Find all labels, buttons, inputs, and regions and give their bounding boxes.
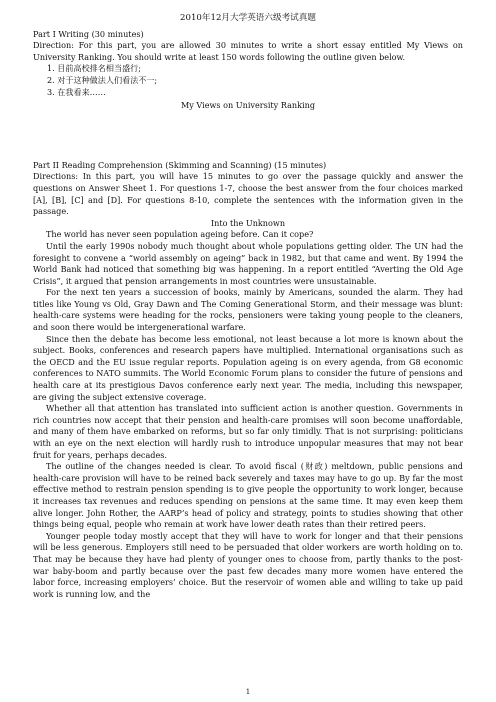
part2-heading: Part II Reading Comprehension (Skimming and Scanning) (15 minutes): [33, 159, 327, 170]
outline-item: 3. 在我看来……: [47, 86, 106, 97]
passage-paragraph: For the next ten years a succession of books, mainly by Americans, sounded the alarm. They had titles like Young vs Old, Gray Dawn and The Coming Generational Storm, and their message was blunt: health-care systems were heading for the rocks, pensioners were taking young people to the cleaners, and soon there would be intergenerational warfare.: [33, 287, 463, 333]
passage-title: Into the Unknown: [210, 217, 286, 228]
passage-paragraph: Younger people today mostly accept that they will have to work for longer and that their pensions will be less generous. Employers still need to be persuaded that older workers are worth holding on to. That may be because they have had plenty of younger ones to choose from, partly thanks to the post-war baby-boom and partly because over the past few decades many more women have entered the labor force, increasing employers’ choice. But the reservoir of women able and willing to take up paid work is running low, and the: [33, 530, 463, 599]
part1-directions: Direction: For this part, you are allowed 30 minutes to write a short essay entitled My Views on University Ranking. You should write at least 150 words following the outline given below.: [33, 40, 463, 62]
essay-title: My Views on University Ranking: [180, 100, 316, 111]
passage-paragraph: Whether all that attention has translated into sufficient action is another question. Governments in rich countries now accept that their pension and health-care promises will soon become unaffordable, and many of them have embarked on reforms, but so far only timidly. That is not surprising: politicians with an eye on the next election will hardly rush to introduce unpopular measures that may not bear fruit for years, perhaps decades.: [33, 403, 463, 460]
outline-item: 2. 对于这种做法人们看法不一;: [47, 74, 158, 85]
page-number: 1: [245, 688, 251, 696]
part1-heading: Part I Writing (30 minutes): [33, 28, 144, 39]
passage-paragraph: The outline of the changes needed is clear. To avoid fiscal (财政) meltdown, public pensions and health-care provision will have to be reined back severely and taxes may have to go up. By far the most effective method to restrain pension spending is to give people the opportunity to work longer, because it increases tax revenues and reduces spending on pensions at the same time. It may even keep them alive longer. John Rother, the AARP’s head of policy and strategy, points to studies showing that other things being equal, people who remain at work have lower death rates than their retired peers.: [33, 461, 463, 530]
part2-directions: Directions: In this part, you will have 15 minutes to go over the passage quickly and answer the questions on Answer Sheet 1. For questions 1-7, choose the best answer from the four choices marked [A], [B], [C] and [D]. For questions 8-10, complete the sentences with the information given in the passage.: [33, 171, 463, 217]
document-title: 2010年12月大学英语六级考试真题: [180, 13, 316, 23]
essay-outline: [33, 63, 463, 98]
outline-item: 1. 目前高校排名相当盛行;: [47, 63, 141, 74]
passage-paragraph: The world has never seen population ageing before. Can it cope?: [45, 229, 314, 240]
writing-space: [33, 112, 463, 160]
passage-paragraph: Since then the debate has become less emotional, not least because a lot more is known about the subject. Books, conferences and research papers have multiplied. International organisations such as the OECD and the EU issue regular reports. Population ageing is on every agenda, from G8 economic conferences to NATO summits. The World Economic Forum plans to consider the future of pensions and health care at its prestigious Davos conference early next year. The media, including this newspaper, are giving the subject extensive coverage.: [33, 333, 463, 402]
passage-paragraph: Until the early 1990s nobody much thought about whole populations getting older. The UN had the foresight to convene a “world assembly on ageing” back in 1982, but that came and went. By 1994 the World Bank had noticed that something big was happening. In a report entitled “Averting the Old Age Crisis”, it argued that pension arrangements in most countries were unsustainable.: [33, 240, 463, 286]
page-content: [33, 13, 463, 600]
